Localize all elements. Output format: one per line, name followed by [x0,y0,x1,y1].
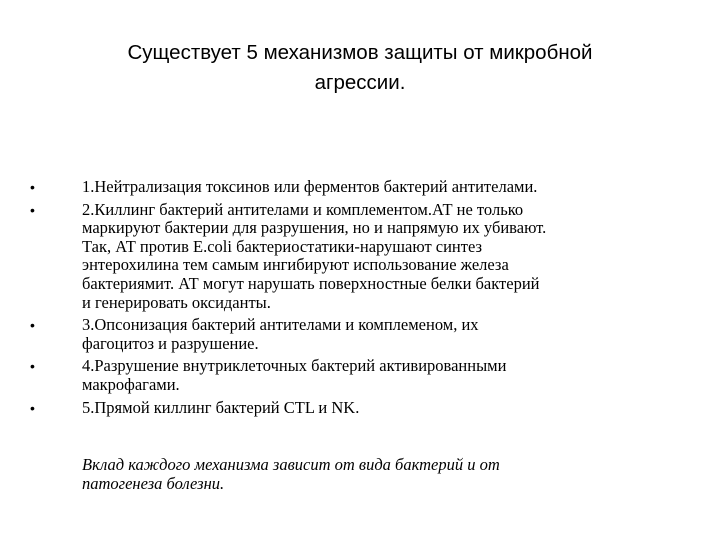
list-item [30,178,680,197]
list-item-text: бактериямит. АТ могут нарушать поверхностные белки бактерий [82,273,540,293]
list-item-text: 1.Нейтрализация токсинов или ферментов бактерий антителами. [82,177,538,196]
mechanism-list [30,178,680,421]
bullet-icon: • [30,201,35,218]
list-item-text: 4.Разрушение внутриклеточных бактерий активированными [82,356,507,376]
title-line: агрессии. [314,71,406,94]
list-item [30,357,680,394]
list-item-text: 3.Опсонизация бактерий антителами и комплеменом, их [82,315,479,335]
list-item [30,399,680,418]
closing-note [82,455,682,493]
list-item-text: Так, АТ против E.coli бактериостатики-нарушают синтез [82,236,483,256]
list-item [30,201,680,313]
slide-title [60,38,660,98]
list-item-text: энтерохилина тем самым ингибируют использование железа [82,255,509,275]
list-item-text: 2.Киллинг бактерий антителами и комплементом.АТ не только [82,199,524,219]
list-item-text: 5.Прямой киллинг бактерий CTL и NK. [82,397,360,417]
list-item [30,316,680,353]
title-line: Существует 5 механизмов защиты от микробной [127,41,593,64]
bullet-icon: • [30,179,35,195]
list-item-text: фагоцитоз и разрушение. [82,333,259,353]
note-line: Вклад каждого механизма зависит от вида бактерий и от [82,455,500,474]
list-item-text: и генерировать оксиданты. [82,292,271,312]
note-line: патогенеза болезни. [82,474,225,493]
list-item-text: макрофагами. [82,374,180,394]
bullet-icon: • [30,317,35,334]
bullet-icon: • [30,399,35,416]
list-item-text: маркируют бактерии для разрушения, но и напрямую их убивают. [82,218,547,238]
bullet-icon: • [30,358,35,375]
